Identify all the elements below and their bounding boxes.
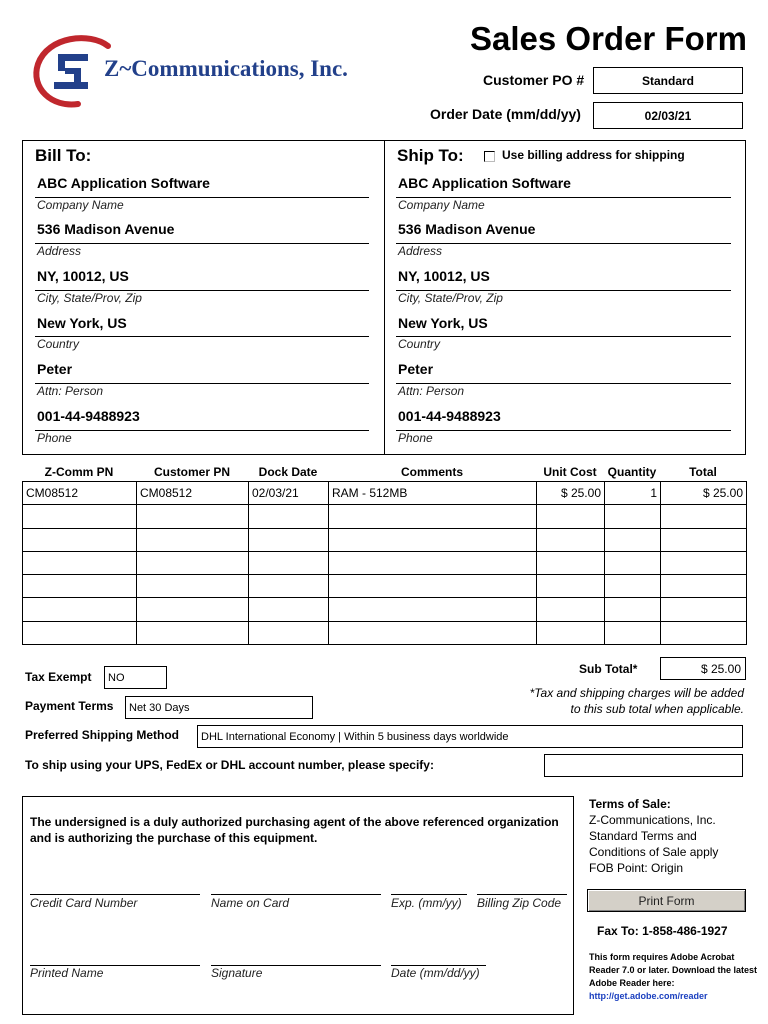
authorization-text: The undersigned is a duly authorized purchasing agent of the above referenced organization and is authorizing the purchase of this equipment. [30,815,559,845]
quantity-cell[interactable] [605,505,661,528]
shipping-method-label: Preferred Shipping Method [25,728,180,742]
unit-cost-cell[interactable] [537,575,605,598]
quantity-cell[interactable] [605,575,661,598]
col-header-zcomm-pn: Z-Comm PN [44,465,114,479]
zcomm-pn-cell[interactable] [23,598,137,621]
shipping-method-select[interactable]: DHL International Economy | Within 5 business days worldwide [197,725,743,748]
quantity-cell[interactable] [605,621,661,644]
zcomm-pn-cell[interactable] [23,575,137,598]
bill-address-label: Address [37,244,82,258]
fax-number: Fax To: 1-858-486-1927 [597,924,728,938]
quantity-cell[interactable] [605,598,661,621]
tax-exempt-label: Tax Exempt [25,670,92,684]
ship-attn-field[interactable]: Peter [398,361,434,377]
dock-date-cell[interactable] [249,621,329,644]
payment-terms-label: Payment Terms [25,699,114,713]
total-cell [661,575,747,598]
ship-address-label: Address [398,244,443,258]
ship-city-field[interactable]: NY, 10012, US [398,268,490,284]
bill-attn-field[interactable]: Peter [37,361,73,377]
dock-date-cell[interactable] [249,528,329,551]
terms-line: FOB Point: Origin [589,861,684,875]
bill-country-field[interactable]: New York, US [37,315,127,331]
customer-pn-cell[interactable] [137,575,249,598]
unit-cost-cell[interactable] [537,505,605,528]
adobe-notice [589,951,759,1003]
customer-pn-cell[interactable] [137,598,249,621]
dock-date-cell[interactable] [249,505,329,528]
ship-phone-field[interactable]: 001-44-9488923 [398,408,501,424]
dock-date-cell[interactable] [249,598,329,621]
name-on-card-line[interactable] [211,894,381,895]
comments-cell[interactable] [329,505,537,528]
adobe-reader-link[interactable]: http://get.adobe.com/reader [589,991,708,1001]
table-row [23,551,747,574]
ship-address-field[interactable]: 536 Madison Avenue [398,221,536,237]
ship-address-line [396,243,731,244]
customer-po-label: Customer PO # [483,72,585,88]
credit-card-label: Credit Card Number [30,896,138,910]
total-cell [661,621,747,644]
total-cell: $ 25.00 [661,482,747,505]
dock-date-cell[interactable] [249,551,329,574]
checkbox-icon[interactable] [484,151,495,162]
signature-label: Signature [211,966,263,980]
customer-pn-cell[interactable] [137,505,249,528]
customer-pn-cell[interactable]: CM08512 [137,482,249,505]
col-header-dock-date: Dock Date [258,465,318,479]
bill-phone-line [35,430,369,431]
table-row [23,528,747,551]
table-row [23,598,747,621]
customer-pn-cell[interactable] [137,528,249,551]
unit-cost-cell[interactable]: $ 25.00 [537,482,605,505]
bill-to-title: Bill To: [35,146,92,165]
unit-cost-cell[interactable] [537,528,605,551]
tax-exempt-select[interactable]: NO [104,666,167,689]
zcomm-pn-cell[interactable]: CM08512 [23,482,137,505]
bill-attn-label: Attn: Person [37,384,104,398]
bill-company-field[interactable]: ABC Application Software [37,175,210,191]
terms-line: Z-Communications, Inc. [589,813,716,827]
bill-country-label: Country [37,337,80,351]
address-divider [384,140,385,455]
ship-company-field[interactable]: ABC Application Software [398,175,571,191]
same-address-checkbox-label[interactable]: Use billing address for shipping [502,148,685,162]
ship-to-title: Ship To: [397,146,464,165]
bill-phone-field[interactable]: 001-44-9488923 [37,408,140,424]
comments-cell[interactable] [329,528,537,551]
subtotal-field: $ 25.00 [660,657,746,680]
quantity-cell[interactable] [605,528,661,551]
name-on-card-label: Name on Card [211,896,290,910]
ship-phone-label: Phone [398,431,433,445]
dock-date-cell[interactable] [249,575,329,598]
page-title: Sales Order Form [470,20,747,57]
col-header-unit-cost: Unit Cost [543,465,597,479]
total-cell [661,528,747,551]
terms-of-sale [589,796,759,876]
col-header-quantity: Quantity [607,465,657,479]
total-cell [661,598,747,621]
order-date-field[interactable]: 02/03/21 [593,102,743,129]
zcomm-pn-cell[interactable] [23,528,137,551]
unit-cost-cell[interactable] [537,621,605,644]
quantity-cell[interactable] [605,551,661,574]
dock-date-cell[interactable]: 02/03/21 [249,482,329,505]
printed-name-label: Printed Name [30,966,104,980]
ship-country-line [396,336,731,337]
exp-line[interactable] [391,894,467,895]
terms-title: Terms of Sale: [589,797,671,811]
bill-city-field[interactable]: NY, 10012, US [37,268,129,284]
terms-line: Conditions of Sale apply [589,845,719,859]
credit-card-line[interactable] [30,894,200,895]
bill-company-label: Company Name [37,198,124,212]
table-row [23,575,747,598]
bill-address-field[interactable]: 536 Madison Avenue [37,221,175,237]
bill-city-label: City, State/Prov, Zip [37,291,142,305]
zcomm-pn-cell[interactable] [23,551,137,574]
terms-line: Standard Terms and [589,829,697,843]
unit-cost-cell[interactable] [537,598,605,621]
table-row [23,621,747,644]
bill-country-line [35,336,369,337]
total-cell [661,505,747,528]
comments-cell[interactable] [329,575,537,598]
subtotal-label: Sub Total* [579,662,638,676]
payment-terms-select[interactable]: Net 30 Days [125,696,313,719]
ship-city-label: City, State/Prov, Zip [398,291,503,305]
zcomm-pn-cell[interactable] [23,621,137,644]
billing-zip-label: Billing Zip Code [477,896,562,910]
company-name: Z~Communications, Inc. [104,56,348,81]
comments-cell[interactable]: RAM - 512MB [329,482,537,505]
bill-address-line [35,243,369,244]
total-cell [661,551,747,574]
unit-cost-cell[interactable] [537,551,605,574]
ship-country-label: Country [398,337,441,351]
ship-attn-label: Attn: Person [398,384,465,398]
col-header-customer-pn: Customer PN [153,465,230,479]
zcomm-pn-cell[interactable] [23,505,137,528]
table-row [23,505,747,528]
table-row [23,482,747,505]
col-header-total: Total [689,465,717,479]
customer-po-field[interactable]: Standard [593,67,743,94]
tax-note-line2: to this sub total when applicable. [570,702,744,716]
col-header-comments: Comments [400,465,463,479]
line-items-table [22,481,747,645]
account-number-field[interactable] [544,754,743,777]
comments-cell[interactable] [329,551,537,574]
adobe-notice-text: This form requires Adobe Acrobat Reader 7.0 or later. Download the latest Adobe Reader here: [589,952,758,988]
order-date-label: Order Date (mm/dd/yy) [430,106,581,122]
date-label: Date (mm/dd/yy) [391,966,480,980]
print-form-button[interactable]: Print Form [587,889,746,912]
ship-phone-line [396,430,731,431]
customer-pn-cell[interactable] [137,551,249,574]
quantity-cell[interactable]: 1 [605,482,661,505]
ship-country-field[interactable]: New York, US [398,315,488,331]
ship-company-label: Company Name [398,198,485,212]
comments-cell[interactable] [329,621,537,644]
account-number-label: To ship using your UPS, FedEx or DHL account number, please specify: [25,758,434,772]
tax-note-line1: *Tax and shipping charges will be added [529,686,744,700]
bill-phone-label: Phone [37,431,72,445]
customer-pn-cell[interactable] [137,621,249,644]
exp-label: Exp. (mm/yy) [391,896,462,910]
billing-zip-line[interactable] [477,894,567,895]
comments-cell[interactable] [329,598,537,621]
